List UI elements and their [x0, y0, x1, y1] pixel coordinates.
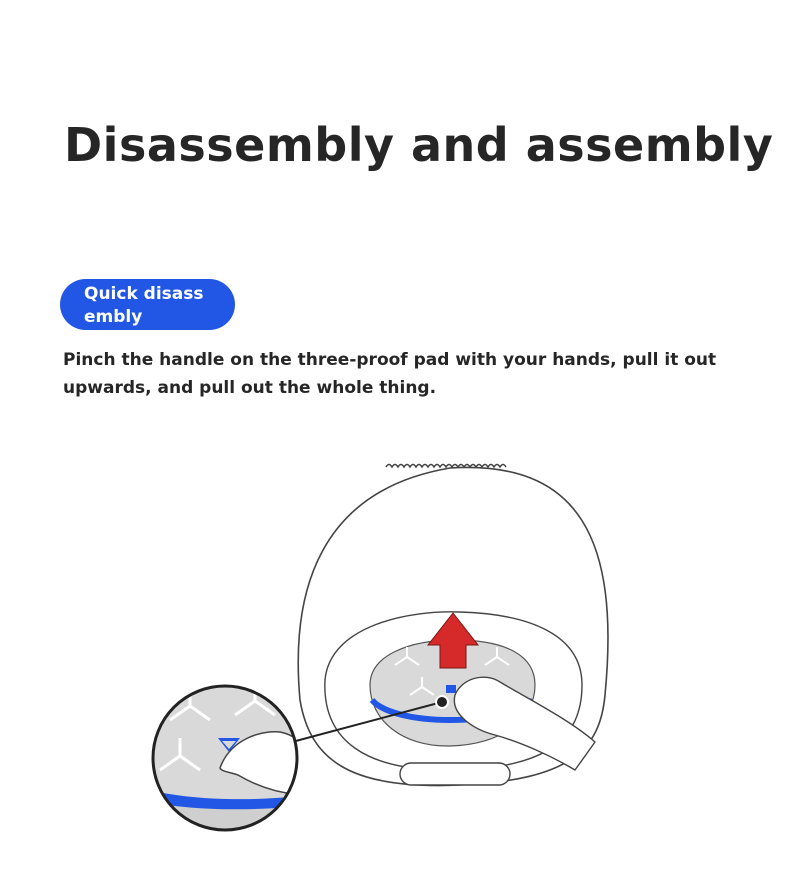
callout-dot	[436, 696, 448, 708]
page-title: Disassembly and assembly	[64, 118, 774, 172]
instruction-text: Pinch the handle on the three-proof pad with your hands, pull it out upwards, and pull out the whole thing.	[63, 350, 717, 398]
zoom-callout	[150, 680, 310, 840]
helmet-slot	[400, 763, 510, 785]
helmet-ridge	[386, 465, 506, 468]
section-badge	[60, 279, 235, 330]
disassembly-illustration	[150, 450, 750, 840]
section-badge-label: Quick disass embly	[84, 284, 204, 327]
